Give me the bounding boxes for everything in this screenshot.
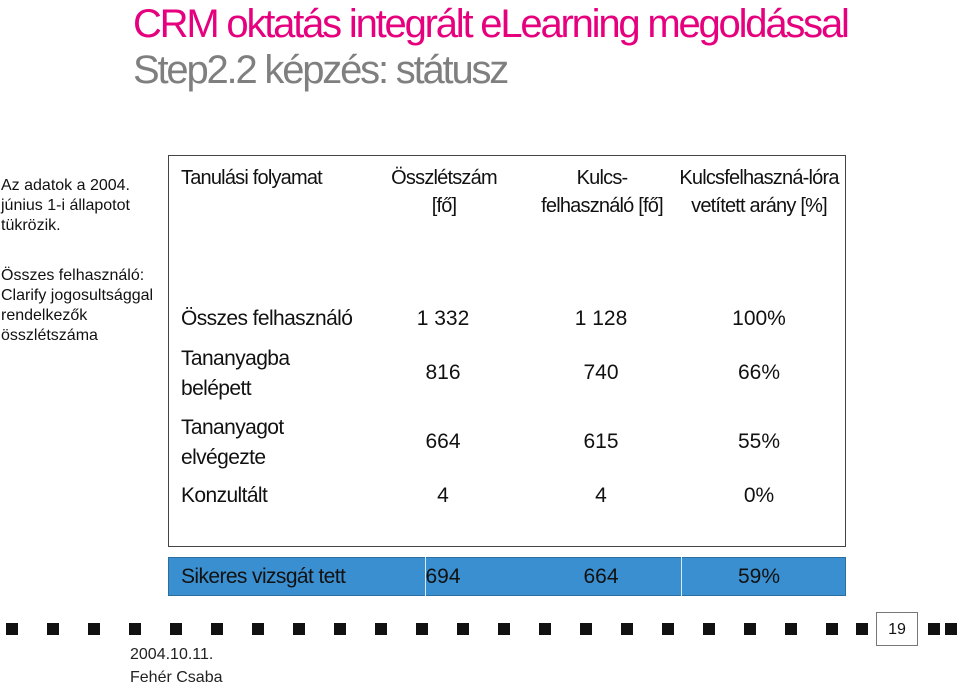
square-bullet <box>47 623 59 635</box>
header-process: Tanulási folyamat <box>181 167 322 189</box>
square-bullet <box>457 623 469 635</box>
row-key: 1 128 <box>574 307 628 330</box>
slide-subtitle: Step2.2 képzés: státusz <box>133 48 508 92</box>
square-bullet <box>744 623 756 635</box>
square-bullet <box>856 623 868 635</box>
row-label: Összes felhasználó <box>181 307 353 330</box>
square-bullet <box>211 623 223 635</box>
header-total: Összlétszám [fő] <box>391 167 497 217</box>
footer-date: 2004.10.11. <box>130 646 214 663</box>
row-ratio: 59% <box>737 565 781 588</box>
data-date-note: Az adatok a 2004. június 1-i állapotot tükrözik. <box>1 177 130 234</box>
row-ratio: 0% <box>743 484 775 507</box>
square-bullet <box>539 623 551 635</box>
row-label: Sikeres vizsgát tett <box>181 565 346 588</box>
row-total: 694 <box>425 565 461 588</box>
footer-square-bar <box>0 623 880 637</box>
row-ratio: 100% <box>732 307 786 330</box>
square-bullet <box>375 623 387 635</box>
square-bullet <box>88 623 100 635</box>
square-bullet <box>170 623 182 635</box>
total-users-note: Összes felhasználó: Clarify jogosultsággal rendelkezők összlétszáma <box>1 267 154 344</box>
square-bullet <box>826 623 838 635</box>
square-bullet <box>703 623 715 635</box>
row-label: Tananyagba belépett <box>181 347 290 400</box>
row-label: Tananyagot elvégezte <box>181 416 284 469</box>
square-bullet <box>252 623 264 635</box>
row-total: 1 332 <box>416 307 470 330</box>
square-bullet <box>621 623 633 635</box>
slide-title: CRM oktatás integrált eLearning megoldással <box>133 2 848 46</box>
row-key: 664 <box>583 565 619 588</box>
row-ratio: 55% <box>737 430 781 453</box>
row-total: 664 <box>425 430 461 453</box>
footer-author: Fehér Csaba <box>130 669 223 686</box>
row-total: 816 <box>425 361 461 384</box>
row-label: Konzultált <box>181 484 268 507</box>
highlight-row <box>168 557 846 596</box>
table-row <box>169 344 847 404</box>
status-table <box>168 155 846 547</box>
square-bullet <box>662 623 674 635</box>
cell-divider <box>681 557 682 596</box>
square-bullet <box>498 623 510 635</box>
row-total: 4 <box>437 484 449 507</box>
square-bullet <box>6 623 18 635</box>
table-row <box>169 413 847 473</box>
square-bullet <box>416 623 428 635</box>
square-bullet <box>129 623 141 635</box>
header-ratio: Kulcsfelhaszná-lóra vetített arány [%] <box>679 167 839 217</box>
square-bullet <box>945 623 957 635</box>
row-key: 740 <box>583 361 619 384</box>
header-key-users: Kulcs-felhasználó [fő] <box>541 167 663 217</box>
square-bullet <box>580 623 592 635</box>
page-number: 19 <box>876 612 918 646</box>
row-key: 4 <box>595 484 607 507</box>
square-bullet <box>928 623 940 635</box>
square-bullet <box>293 623 305 635</box>
row-key: 615 <box>583 430 619 453</box>
square-bullet <box>785 623 797 635</box>
square-bullet <box>334 623 346 635</box>
row-ratio: 66% <box>737 361 781 384</box>
